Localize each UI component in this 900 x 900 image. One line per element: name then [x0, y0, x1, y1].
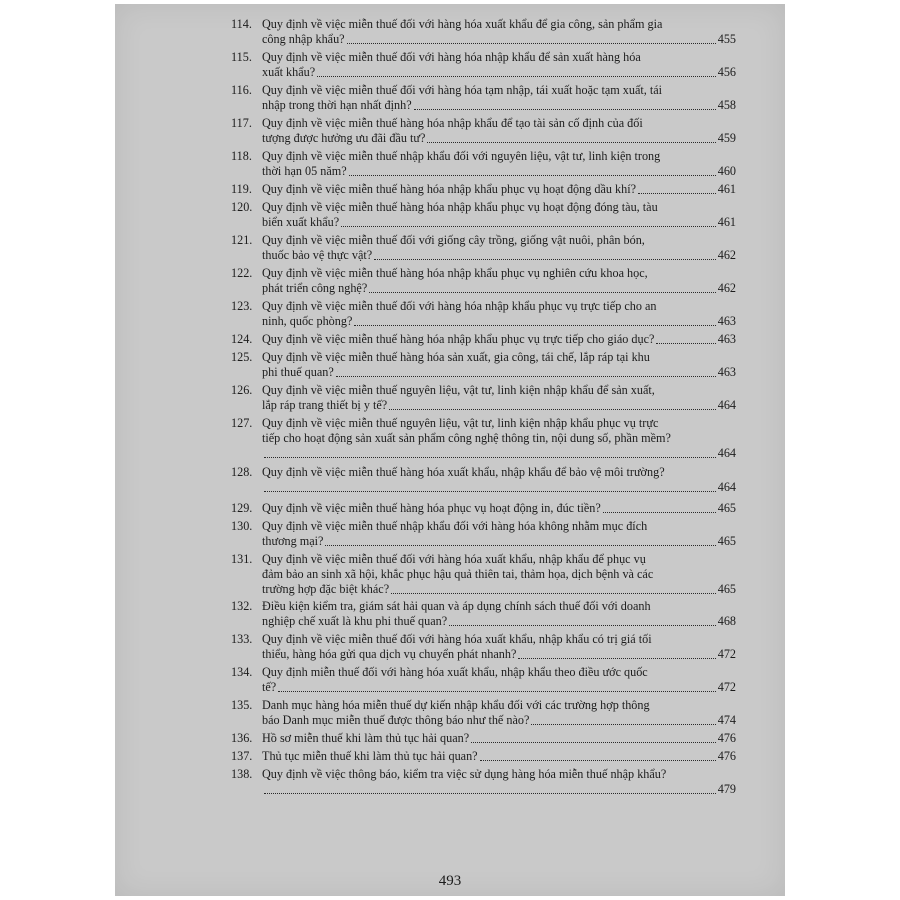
toc-entry-last-line	[262, 534, 736, 549]
toc-entry-number: 131.	[231, 552, 253, 566]
toc-entry-title-line: biển xuất khẩu?	[262, 215, 340, 229]
toc-entry	[231, 749, 736, 764]
toc-entry-title-line: Quy định về việc miễn thuế hàng hóa phục vụ hoạt động in, đúc tiền?	[262, 501, 601, 515]
toc-entry	[231, 552, 736, 597]
toc-entry-page: 458	[717, 98, 736, 112]
dot-leader	[374, 258, 716, 260]
toc-entry-page: 476	[717, 731, 736, 745]
dot-leader	[264, 490, 716, 492]
toc-entry-title-line: phát triển công nghệ?	[262, 281, 368, 295]
toc-entry-page: 460	[717, 164, 736, 178]
toc-entry-last-line	[262, 65, 736, 80]
toc-entry	[231, 83, 736, 113]
toc-entry	[231, 501, 736, 516]
toc-entry-last-line	[262, 164, 736, 179]
toc-entry-title-line: Quy định về việc miễn thuế hàng hóa nhập khẩu để tạo tài sản cố định của đối	[262, 116, 643, 130]
toc-entry-page: 464	[717, 446, 736, 460]
toc-entry-title-line: Quy định về việc miễn thuế hàng hóa nhập khẩu phục vụ hoạt động đóng tàu, tàu	[262, 200, 658, 214]
toc-entry-number: 117.	[231, 116, 252, 130]
toc-entry-title-line: thiểu, hàng hóa gửi qua dịch vụ chuyển phát nhanh?	[262, 647, 517, 661]
toc-entry-page: 455	[717, 32, 736, 46]
toc-entry-page: 463	[717, 332, 736, 346]
toc-entry-number: 130.	[231, 519, 253, 533]
toc-entry-title-line: ninh, quốc phòng?	[262, 314, 353, 328]
toc-entry-title-line: Quy định về việc miễn thuế nguyên liệu, vật tư, linh kiện nhập khẩu để sản xuất,	[262, 383, 655, 397]
dot-leader	[264, 456, 716, 458]
toc-entry-page: 464	[717, 480, 736, 494]
toc-entry-last-line	[262, 32, 736, 47]
toc-entry	[231, 149, 736, 179]
toc-entry-page: 472	[717, 647, 736, 661]
toc-entry-number: 126.	[231, 383, 253, 397]
toc-entry-number: 123.	[231, 299, 253, 313]
dot-leader	[354, 324, 715, 326]
toc-entry-page: 465	[717, 582, 736, 596]
toc-entry-title-line: Quy định về việc miễn thuế hàng hóa nhập khẩu phục vụ trực tiếp cho giáo dục?	[262, 332, 655, 346]
dot-leader	[414, 108, 716, 110]
toc-entry	[231, 50, 736, 80]
toc-entry-number: 114.	[231, 17, 252, 31]
dot-leader	[278, 690, 716, 692]
toc-entry-page: 463	[717, 365, 736, 379]
toc-entry-title-line: lắp ráp trang thiết bị y tế?	[262, 398, 388, 412]
toc-entry-title-line: Quy định về việc miễn thuế đối với giống cây trồng, giống vật nuôi, phân bón,	[262, 233, 645, 247]
toc-entry-last-line	[262, 398, 736, 413]
toc-entry	[231, 416, 736, 461]
toc-entry-title-line: xuất khẩu?	[262, 65, 316, 79]
toc-entry-title-line: Quy định về việc miễn thuế hàng hóa sản xuất, gia công, tái chế, lắp ráp tại khu	[262, 350, 650, 364]
toc-entry-page: 459	[717, 131, 736, 145]
toc-entry	[231, 17, 736, 47]
toc-entry-title-line: Quy định về việc miễn thuế hàng hóa xuất khẩu, nhập khẩu để bảo vệ môi trường?	[262, 465, 665, 479]
toc-entry-number: 132.	[231, 599, 253, 613]
toc-entry	[231, 465, 736, 495]
toc-entry-title-line: thời hạn 05 năm?	[262, 164, 347, 178]
toc-entry-last-line	[262, 182, 736, 197]
toc-entry-number: 125.	[231, 350, 253, 364]
toc-entry-page: 479	[717, 782, 736, 796]
toc-entry	[231, 200, 736, 230]
toc-entry-title-line: Quy định miễn thuế đối với hàng hóa xuất khẩu, nhập khẩu theo điều ước quốc	[262, 665, 648, 679]
toc-entry-last-line	[262, 332, 736, 347]
toc-entry-page: 465	[717, 534, 736, 548]
dot-leader	[347, 42, 716, 44]
toc-entry-page: 462	[717, 248, 736, 262]
toc-entry-number: 135.	[231, 698, 253, 712]
toc-entry-last-line	[262, 680, 736, 695]
toc-entry-last-line	[262, 582, 736, 597]
toc-entry-title-line: phi thuế quan?	[262, 365, 334, 379]
toc-entry-title-line: trường hợp đặc biệt khác?	[262, 582, 390, 596]
toc-entry-last-line	[262, 731, 736, 746]
dot-leader	[264, 792, 716, 794]
toc-entry-last-line	[262, 248, 736, 263]
dot-leader	[325, 544, 715, 546]
toc-entry-page: 464	[717, 398, 736, 412]
toc-entry-last-line	[262, 647, 736, 662]
toc-entry-number: 116.	[231, 83, 252, 97]
toc-entry-number: 136.	[231, 731, 253, 745]
toc-entry-title-line: Quy định về việc miễn thuế nguyên liệu, vật tư, linh kiện nhập khẩu phục vụ trực	[262, 416, 659, 430]
toc-entry-title-line: Danh mục hàng hóa miễn thuế dự kiến nhập khẩu đối với các trường hợp thông	[262, 698, 650, 712]
toc-entry-last-line	[262, 131, 736, 146]
dot-leader	[531, 723, 715, 725]
toc-entry-number: 129.	[231, 501, 253, 515]
toc-entry-last-line	[262, 480, 736, 495]
toc-entry	[231, 519, 736, 549]
toc-entry-title-line: báo Danh mục miễn thuế được thông báo như thế nào?	[262, 713, 530, 727]
toc-entry-title-line: tiếp cho hoạt động sản xuất sản phẩm công nghệ thông tin, nội dung số, phần mềm?	[262, 431, 671, 445]
toc-entry-title-line: thương mại?	[262, 534, 324, 548]
toc-entry-last-line	[262, 749, 736, 764]
toc-entry-number: 124.	[231, 332, 253, 346]
toc-entry-page: 472	[717, 680, 736, 694]
dot-leader	[336, 375, 716, 377]
table-of-contents	[231, 17, 736, 799]
toc-entry-page: 476	[717, 749, 736, 763]
dot-leader	[427, 141, 715, 143]
toc-entry-number: 122.	[231, 266, 253, 280]
dot-leader	[317, 75, 716, 77]
toc-entry	[231, 116, 736, 146]
toc-entry-number: 121.	[231, 233, 253, 247]
toc-entry-page: 474	[717, 713, 736, 727]
toc-entry	[231, 383, 736, 413]
toc-entry-page: 462	[717, 281, 736, 295]
toc-entry-title-line: Hồ sơ miễn thuế khi làm thủ tục hải quan?	[262, 731, 470, 745]
toc-entry	[231, 233, 736, 263]
toc-entry-title-line: thuốc bảo vệ thực vật?	[262, 248, 373, 262]
toc-entry	[231, 731, 736, 746]
toc-entry-last-line	[262, 614, 736, 629]
toc-entry-title-line: Quy định về việc thông báo, kiểm tra việc sử dụng hàng hóa miễn thuế nhập khẩu?	[262, 767, 667, 781]
toc-entry-last-line	[262, 365, 736, 380]
toc-entry-title-line: Quy định về việc miễn thuế đối với hàng hóa nhập khẩu phục vụ trực tiếp cho an	[262, 299, 657, 313]
dot-leader	[449, 624, 716, 626]
toc-entry	[231, 632, 736, 662]
toc-entry-page: 456	[717, 65, 736, 79]
toc-entry-last-line	[262, 281, 736, 296]
toc-entry-title-line: Quy định về việc miễn thuế đối với hàng hóa tạm nhập, tái xuất hoặc tạm xuất, tái	[262, 83, 663, 97]
toc-entry-title-line: Quy định về việc miễn thuế nhập khẩu đối với hàng hóa không nhằm mục đích	[262, 519, 648, 533]
dot-leader	[603, 511, 716, 513]
toc-entry-title-line: Quy định về việc miễn thuế đối với hàng hóa nhập khẩu để sản xuất hàng hóa	[262, 50, 641, 64]
dot-leader	[389, 408, 716, 410]
toc-entry-number: 128.	[231, 465, 253, 479]
toc-entry-title-line: nghiệp chế xuất là khu phi thuế quan?	[262, 614, 448, 628]
toc-entry-title-line: Quy định về việc miễn thuế đối với hàng hóa xuất khẩu, nhập khẩu để phục vụ	[262, 552, 646, 566]
toc-entry-title-line: đảm bảo an sinh xã hội, khắc phục hậu quả thiên tai, thảm họa, dịch bệnh và các	[262, 567, 654, 581]
toc-entry-title-line: Điều kiện kiểm tra, giám sát hải quan và áp dụng chính sách thuế đối với doanh	[262, 599, 651, 613]
toc-entry-page: 461	[717, 182, 736, 196]
toc-entry-number: 138.	[231, 767, 253, 781]
toc-entry-last-line	[262, 501, 736, 516]
toc-entry-title-line: Quy định về việc miễn thuế hàng hóa nhập khẩu phục vụ nghiên cứu khoa học,	[262, 266, 648, 280]
toc-entry-page: 463	[717, 314, 736, 328]
toc-entry-title-line: Quy định về việc miễn thuế hàng hóa nhập khẩu phục vụ hoạt động dầu khí?	[262, 182, 636, 196]
toc-entry	[231, 182, 736, 197]
toc-entry-title-line: nhập trong thời hạn nhất định?	[262, 98, 412, 112]
toc-entry-title-line: Thủ tục miễn thuế khi làm thủ tục hải quan?	[262, 749, 478, 763]
toc-entry-last-line	[262, 215, 736, 230]
toc-entry-last-line	[262, 98, 736, 113]
toc-entry-number: 134.	[231, 665, 253, 679]
dot-leader	[656, 342, 715, 344]
toc-entry	[231, 599, 736, 629]
toc-entry	[231, 266, 736, 296]
toc-entry-page: 461	[717, 215, 736, 229]
toc-entry	[231, 299, 736, 329]
toc-entry-title-line: Quy định về việc miễn thuế nhập khẩu đối với nguyên liệu, vật tư, linh kiện trong	[262, 149, 661, 163]
toc-entry-title-line: Quy định về việc miễn thuế đối với hàng hóa xuất khẩu, nhập khẩu có trị giá tối	[262, 632, 652, 646]
toc-entry-number: 137.	[231, 749, 253, 763]
dot-leader	[341, 225, 716, 227]
toc-entry-last-line	[262, 782, 736, 797]
toc-entry	[231, 767, 736, 797]
dot-leader	[480, 759, 716, 761]
toc-entry	[231, 665, 736, 695]
toc-entry-number: 127.	[231, 416, 253, 430]
toc-entry-last-line	[262, 713, 736, 728]
toc-entry-title-line: tượng được hưởng ưu đãi đầu tư?	[262, 131, 426, 145]
toc-entry-last-line	[262, 314, 736, 329]
dot-leader	[369, 291, 715, 293]
toc-entry-number: 120.	[231, 200, 253, 214]
dot-leader	[471, 741, 716, 743]
toc-entry-title-line: tế?	[262, 680, 277, 694]
toc-entry-number: 118.	[231, 149, 252, 163]
toc-entry-title-line: công nhập khẩu?	[262, 32, 345, 46]
toc-entry-number: 119.	[231, 182, 252, 196]
toc-entry-page: 468	[717, 614, 736, 628]
toc-entry	[231, 698, 736, 728]
toc-entry	[231, 350, 736, 380]
toc-entry-page: 465	[717, 501, 736, 515]
dot-leader	[518, 657, 715, 659]
dot-leader	[638, 192, 716, 194]
page-number: 493	[438, 873, 462, 889]
toc-entry-last-line	[262, 446, 736, 461]
toc-entry-number: 133.	[231, 632, 253, 646]
toc-entry	[231, 332, 736, 347]
dot-leader	[349, 174, 716, 176]
toc-entry-title-line: Quy định về việc miễn thuế đối với hàng hóa xuất khẩu để gia công, sản phẩm gia	[262, 17, 663, 31]
toc-entry-number: 115.	[231, 50, 252, 64]
dot-leader	[391, 592, 716, 594]
